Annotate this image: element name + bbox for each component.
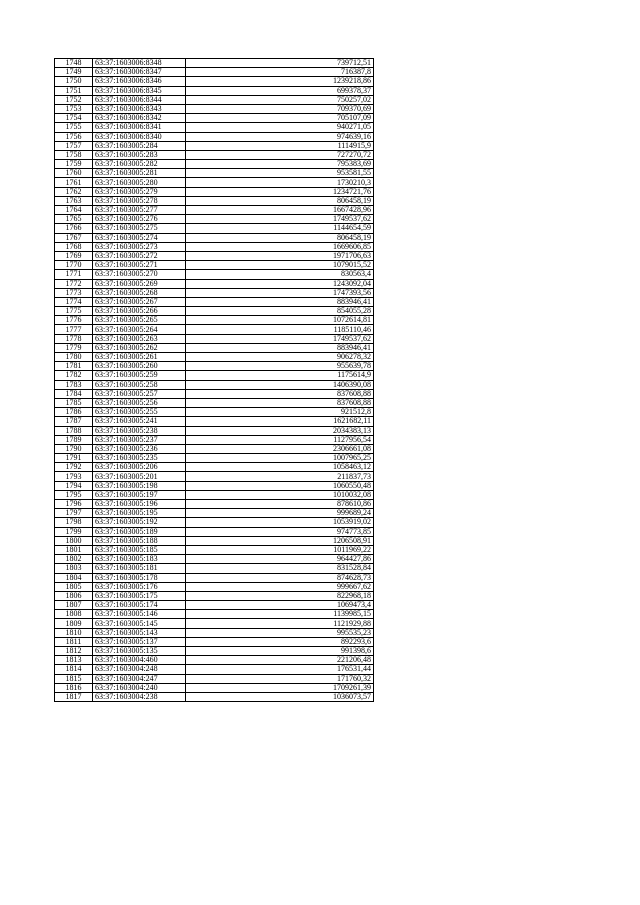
cadastral-number-cell: 63:37:1603005:260 (93, 362, 186, 371)
cadastral-number-cell: 63:37:1603005:196 (93, 500, 186, 509)
table-row (55, 601, 374, 610)
table-row (55, 610, 374, 619)
cadastral-value-cell: 874628,73 (186, 573, 374, 582)
cadastral-value-cell: 1127956,54 (186, 435, 374, 444)
table-row (55, 132, 374, 141)
row-number-cell: 1775 (55, 307, 93, 316)
cadastral-number-cell: 63:37:1603005:270 (93, 270, 186, 279)
row-number-cell: 1764 (55, 206, 93, 215)
cadastral-number-cell: 63:37:1603006:8347 (93, 68, 186, 77)
cadastral-value-cell: 1069473,4 (186, 601, 374, 610)
row-number-cell: 1805 (55, 582, 93, 591)
table-row (55, 242, 374, 251)
table-row (55, 435, 374, 444)
row-number-cell: 1811 (55, 637, 93, 646)
cadastral-number-cell: 63:37:1603005:262 (93, 343, 186, 352)
cadastral-value-cell: 831528,84 (186, 564, 374, 573)
cadastral-number-cell: 63:37:1603005:135 (93, 647, 186, 656)
row-number-cell: 1783 (55, 380, 93, 389)
cadastral-number-cell: 63:37:1603005:283 (93, 150, 186, 159)
row-number-cell: 1779 (55, 343, 93, 352)
cadastral-value-cell: 974639,16 (186, 132, 374, 141)
table-row (55, 545, 374, 554)
cadastral-value-cell: 878610,86 (186, 500, 374, 509)
table-row (55, 123, 374, 132)
cadastral-value-cell: 709370,69 (186, 104, 374, 113)
cadastral-value-cell: 995535,23 (186, 628, 374, 637)
cadastral-number-cell: 63:37:1603005:266 (93, 307, 186, 316)
row-number-cell: 1815 (55, 674, 93, 683)
cadastral-value-cell: 955639,78 (186, 362, 374, 371)
cadastral-value-cell: 2034383,13 (186, 426, 374, 435)
cadastral-number-cell: 63:37:1603005:278 (93, 196, 186, 205)
table-row (55, 619, 374, 628)
row-number-cell: 1799 (55, 527, 93, 536)
row-number-cell: 1808 (55, 610, 93, 619)
table-row (55, 169, 374, 178)
row-number-cell: 1749 (55, 68, 93, 77)
table-row (55, 150, 374, 159)
row-number-cell: 1758 (55, 150, 93, 159)
table-row (55, 196, 374, 205)
table-row (55, 114, 374, 123)
cadastral-value-cell: 1060550,48 (186, 481, 374, 490)
cadastral-number-cell: 63:37:1603005:197 (93, 490, 186, 499)
table-row (55, 573, 374, 582)
cadastral-number-cell: 63:37:1603005:185 (93, 545, 186, 554)
row-number-cell: 1750 (55, 77, 93, 86)
cadastral-number-cell: 63:37:1603005:275 (93, 224, 186, 233)
cadastral-value-cell: 830563,4 (186, 270, 374, 279)
row-number-cell: 1753 (55, 104, 93, 113)
cadastral-value-cell: 1406390,08 (186, 380, 374, 389)
cadastral-value-cell: 883946,41 (186, 297, 374, 306)
cadastral-number-cell: 63:37:1603005:189 (93, 527, 186, 536)
table-row (55, 104, 374, 113)
table-row (55, 692, 374, 701)
table-row (55, 665, 374, 674)
cadastral-number-cell: 63:37:1603006:8343 (93, 104, 186, 113)
cadastral-value-cell: 999689,24 (186, 509, 374, 518)
cadastral-number-cell: 63:37:1603005:280 (93, 178, 186, 187)
cadastral-number-cell: 63:37:1603005:192 (93, 518, 186, 527)
cadastral-number-cell: 63:37:1603005:263 (93, 334, 186, 343)
cadastral-number-cell: 63:37:1603005:259 (93, 371, 186, 380)
cadastral-value-cell: 1239218,86 (186, 77, 374, 86)
row-number-cell: 1804 (55, 573, 93, 582)
table-row (55, 353, 374, 362)
row-number-cell: 1796 (55, 500, 93, 509)
cadastral-value-cell: 705107,09 (186, 114, 374, 123)
table-row (55, 362, 374, 371)
row-number-cell: 1807 (55, 601, 93, 610)
cadastral-value-cell: 727270,72 (186, 150, 374, 159)
cadastral-number-cell: 63:37:1603005:279 (93, 187, 186, 196)
row-number-cell: 1769 (55, 251, 93, 260)
cadastral-number-cell: 63:37:1603004:240 (93, 683, 186, 692)
cadastral-value-cell: 1206508,91 (186, 536, 374, 545)
row-number-cell: 1755 (55, 123, 93, 132)
table-row (55, 316, 374, 325)
table-row (55, 555, 374, 564)
table-row (55, 398, 374, 407)
row-number-cell: 1817 (55, 692, 93, 701)
cadastral-number-cell: 63:37:1603004:247 (93, 674, 186, 683)
table-row (55, 59, 374, 68)
table-row (55, 160, 374, 169)
cadastral-number-cell: 63:37:1603005:146 (93, 610, 186, 619)
row-number-cell: 1771 (55, 270, 93, 279)
cadastral-number-cell: 63:37:1603005:181 (93, 564, 186, 573)
cadastral-value-cell: 1139985,15 (186, 610, 374, 619)
row-number-cell: 1757 (55, 141, 93, 150)
row-number-cell: 1773 (55, 288, 93, 297)
table-row (55, 95, 374, 104)
table-row (55, 288, 374, 297)
cadastral-value-cell: 1007965,25 (186, 454, 374, 463)
table-row (55, 297, 374, 306)
cadastral-value-cell: 837608,88 (186, 398, 374, 407)
cadastral-number-cell: 63:37:1603005:284 (93, 141, 186, 150)
cadastral-number-cell: 63:37:1603005:236 (93, 444, 186, 453)
cadastral-value-cell: 171760,32 (186, 674, 374, 683)
row-number-cell: 1810 (55, 628, 93, 637)
table-row (55, 481, 374, 490)
table-row (55, 380, 374, 389)
cadastral-value-cell: 1667428,96 (186, 206, 374, 215)
row-number-cell: 1792 (55, 463, 93, 472)
cadastral-number-cell: 63:37:1603004:238 (93, 692, 186, 701)
cadastral-value-cell: 940271,05 (186, 123, 374, 132)
row-number-cell: 1790 (55, 444, 93, 453)
row-number-cell: 1756 (55, 132, 93, 141)
table-row (55, 656, 374, 665)
cadastral-number-cell: 63:37:1603005:195 (93, 509, 186, 518)
table-row (55, 251, 374, 260)
row-number-cell: 1802 (55, 555, 93, 564)
cadastral-number-cell: 63:37:1603005:143 (93, 628, 186, 637)
table-row (55, 261, 374, 270)
cadastral-value-table (54, 58, 374, 702)
table-row (55, 647, 374, 656)
table-row (55, 371, 374, 380)
table-row (55, 178, 374, 187)
row-number-cell: 1800 (55, 536, 93, 545)
cadastral-value-cell: 699378,37 (186, 86, 374, 95)
cadastral-number-cell: 63:37:1603005:183 (93, 555, 186, 564)
row-number-cell: 1809 (55, 619, 93, 628)
row-number-cell: 1763 (55, 196, 93, 205)
cadastral-number-cell: 63:37:1603006:8348 (93, 59, 186, 68)
row-number-cell: 1781 (55, 362, 93, 371)
cadastral-number-cell: 63:37:1603005:276 (93, 215, 186, 224)
cadastral-number-cell: 63:37:1603006:8341 (93, 123, 186, 132)
cadastral-value-cell: 806458,19 (186, 196, 374, 205)
row-number-cell: 1794 (55, 481, 93, 490)
row-number-cell: 1761 (55, 178, 93, 187)
row-number-cell: 1751 (55, 86, 93, 95)
cadastral-number-cell: 63:37:1603006:8346 (93, 77, 186, 86)
table-row (55, 141, 374, 150)
cadastral-number-cell: 63:37:1603005:282 (93, 160, 186, 169)
table-row (55, 343, 374, 352)
cadastral-number-cell: 63:37:1603005:176 (93, 582, 186, 591)
table-row (55, 674, 374, 683)
cadastral-value-cell: 1121929,88 (186, 619, 374, 628)
cadastral-number-cell: 63:37:1603005:258 (93, 380, 186, 389)
row-number-cell: 1812 (55, 647, 93, 656)
table-row (55, 564, 374, 573)
table-row (55, 426, 374, 435)
cadastral-value-cell: 1749537,62 (186, 215, 374, 224)
cadastral-number-cell: 63:37:1603006:8340 (93, 132, 186, 141)
cadastral-value-cell: 906278,32 (186, 353, 374, 362)
cadastral-number-cell: 63:37:1603005:145 (93, 619, 186, 628)
table-body (55, 59, 374, 702)
row-number-cell: 1786 (55, 408, 93, 417)
table-row (55, 408, 374, 417)
row-number-cell: 1759 (55, 160, 93, 169)
cadastral-value-cell: 806458,19 (186, 233, 374, 242)
cadastral-number-cell: 63:37:1603005:269 (93, 279, 186, 288)
cadastral-value-cell: 892293,6 (186, 637, 374, 646)
cadastral-value-cell: 837608,88 (186, 389, 374, 398)
cadastral-number-cell: 63:37:1603005:237 (93, 435, 186, 444)
cadastral-value-cell: 1036073,57 (186, 692, 374, 701)
table-row (55, 518, 374, 527)
row-number-cell: 1795 (55, 490, 93, 499)
cadastral-value-cell: 2306661,08 (186, 444, 374, 453)
cadastral-value-cell: 1243092,04 (186, 279, 374, 288)
row-number-cell: 1776 (55, 316, 93, 325)
cadastral-number-cell: 63:37:1603005:267 (93, 297, 186, 306)
table-row (55, 417, 374, 426)
cadastral-number-cell: 63:37:1603005:272 (93, 251, 186, 260)
row-number-cell: 1803 (55, 564, 93, 573)
table-row (55, 334, 374, 343)
table-row (55, 536, 374, 545)
table-row (55, 270, 374, 279)
table-row (55, 500, 374, 509)
row-number-cell: 1780 (55, 353, 93, 362)
row-number-cell: 1787 (55, 417, 93, 426)
cadastral-number-cell: 63:37:1603005:264 (93, 325, 186, 334)
cadastral-number-cell: 63:37:1603005:137 (93, 637, 186, 646)
table-row (55, 472, 374, 481)
table-row (55, 463, 374, 472)
cadastral-number-cell: 63:37:1603004:248 (93, 665, 186, 674)
row-number-cell: 1814 (55, 665, 93, 674)
table-row (55, 206, 374, 215)
table-row (55, 325, 374, 334)
cadastral-value-cell: 1010032,08 (186, 490, 374, 499)
row-number-cell: 1789 (55, 435, 93, 444)
row-number-cell: 1754 (55, 114, 93, 123)
cadastral-number-cell: 63:37:1603006:8345 (93, 86, 186, 95)
row-number-cell: 1772 (55, 279, 93, 288)
cadastral-number-cell: 63:37:1603005:271 (93, 261, 186, 270)
table-row (55, 637, 374, 646)
cadastral-number-cell: 63:37:1603005:206 (93, 463, 186, 472)
table-row (55, 224, 374, 233)
cadastral-value-cell: 1079015,52 (186, 261, 374, 270)
table-row (55, 490, 374, 499)
cadastral-value-cell: 1730210,3 (186, 178, 374, 187)
table-row (55, 389, 374, 398)
cadastral-value-cell: 211837,73 (186, 472, 374, 481)
cadastral-value-cell: 1072614,81 (186, 316, 374, 325)
cadastral-value-cell: 1114915,9 (186, 141, 374, 150)
cadastral-value-cell: 750257,02 (186, 95, 374, 104)
cadastral-number-cell: 63:37:1603005:265 (93, 316, 186, 325)
row-number-cell: 1813 (55, 656, 93, 665)
table-row (55, 591, 374, 600)
cadastral-value-cell: 883946,41 (186, 343, 374, 352)
cadastral-value-cell: 854055,28 (186, 307, 374, 316)
cadastral-value-cell: 1185110,46 (186, 325, 374, 334)
cadastral-value-cell: 1175614,9 (186, 371, 374, 380)
cadastral-value-cell: 1749537,62 (186, 334, 374, 343)
cadastral-number-cell: 63:37:1603005:273 (93, 242, 186, 251)
cadastral-value-cell: 953581,55 (186, 169, 374, 178)
cadastral-number-cell: 63:37:1603005:188 (93, 536, 186, 545)
row-number-cell: 1797 (55, 509, 93, 518)
row-number-cell: 1765 (55, 215, 93, 224)
cadastral-value-cell: 1144654,59 (186, 224, 374, 233)
cadastral-value-cell: 822968,18 (186, 591, 374, 600)
table-row (55, 233, 374, 242)
table-row (55, 683, 374, 692)
cadastral-number-cell: 63:37:1603005:256 (93, 398, 186, 407)
row-number-cell: 1784 (55, 389, 93, 398)
cadastral-value-cell: 1669606,85 (186, 242, 374, 251)
cadastral-value-cell: 739712,51 (186, 59, 374, 68)
cadastral-value-cell: 1709261,39 (186, 683, 374, 692)
row-number-cell: 1762 (55, 187, 93, 196)
row-number-cell: 1748 (55, 59, 93, 68)
cadastral-number-cell: 63:37:1603005:201 (93, 472, 186, 481)
cadastral-number-cell: 63:37:1603005:255 (93, 408, 186, 417)
cadastral-number-cell: 63:37:1603006:8344 (93, 95, 186, 104)
row-number-cell: 1777 (55, 325, 93, 334)
cadastral-number-cell: 63:37:1603005:274 (93, 233, 186, 242)
table-row (55, 444, 374, 453)
cadastral-value-cell: 221206,48 (186, 656, 374, 665)
table-row (55, 582, 374, 591)
cadastral-value-cell: 795383,69 (186, 160, 374, 169)
cadastral-number-cell: 63:37:1603005:257 (93, 389, 186, 398)
table-row (55, 68, 374, 77)
cadastral-value-cell: 716387,8 (186, 68, 374, 77)
row-number-cell: 1760 (55, 169, 93, 178)
cadastral-value-cell: 1058463,12 (186, 463, 374, 472)
row-number-cell: 1752 (55, 95, 93, 104)
cadastral-value-cell: 999667,62 (186, 582, 374, 591)
cadastral-number-cell: 63:37:1603005:175 (93, 591, 186, 600)
cadastral-number-cell: 63:37:1603005:238 (93, 426, 186, 435)
table-row (55, 77, 374, 86)
cadastral-number-cell: 63:37:1603004:460 (93, 656, 186, 665)
row-number-cell: 1785 (55, 398, 93, 407)
row-number-cell: 1801 (55, 545, 93, 554)
row-number-cell: 1816 (55, 683, 93, 692)
row-number-cell: 1774 (55, 297, 93, 306)
table-row (55, 279, 374, 288)
row-number-cell: 1806 (55, 591, 93, 600)
cadastral-number-cell: 63:37:1603005:277 (93, 206, 186, 215)
cadastral-value-cell: 964427,86 (186, 555, 374, 564)
row-number-cell: 1768 (55, 242, 93, 251)
cadastral-value-cell: 991398,6 (186, 647, 374, 656)
cadastral-value-cell: 921512,8 (186, 408, 374, 417)
table-row (55, 215, 374, 224)
cadastral-number-cell: 63:37:1603005:261 (93, 353, 186, 362)
cadastral-value-cell: 1747393,56 (186, 288, 374, 297)
row-number-cell: 1766 (55, 224, 93, 233)
row-number-cell: 1767 (55, 233, 93, 242)
cadastral-value-cell: 1621682,11 (186, 417, 374, 426)
row-number-cell: 1782 (55, 371, 93, 380)
cadastral-value-cell: 176531,44 (186, 665, 374, 674)
table-row (55, 628, 374, 637)
table-row (55, 454, 374, 463)
cadastral-number-cell: 63:37:1603005:281 (93, 169, 186, 178)
table-row (55, 527, 374, 536)
cadastral-number-cell: 63:37:1603005:241 (93, 417, 186, 426)
row-number-cell: 1793 (55, 472, 93, 481)
cadastral-value-cell: 1011969,22 (186, 545, 374, 554)
row-number-cell: 1770 (55, 261, 93, 270)
table-row (55, 307, 374, 316)
row-number-cell: 1788 (55, 426, 93, 435)
table-row (55, 86, 374, 95)
cadastral-number-cell: 63:37:1603005:174 (93, 601, 186, 610)
table-row (55, 187, 374, 196)
table-row (55, 509, 374, 518)
row-number-cell: 1791 (55, 454, 93, 463)
cadastral-number-cell: 63:37:1603005:268 (93, 288, 186, 297)
row-number-cell: 1778 (55, 334, 93, 343)
cadastral-value-cell: 1053919,02 (186, 518, 374, 527)
cadastral-number-cell: 63:37:1603005:198 (93, 481, 186, 490)
cadastral-number-cell: 63:37:1603006:8342 (93, 114, 186, 123)
cadastral-value-cell: 974773,85 (186, 527, 374, 536)
cadastral-value-cell: 1971706,63 (186, 251, 374, 260)
cadastral-value-cell: 1234721,76 (186, 187, 374, 196)
cadastral-number-cell: 63:37:1603005:235 (93, 454, 186, 463)
row-number-cell: 1798 (55, 518, 93, 527)
cadastral-number-cell: 63:37:1603005:178 (93, 573, 186, 582)
